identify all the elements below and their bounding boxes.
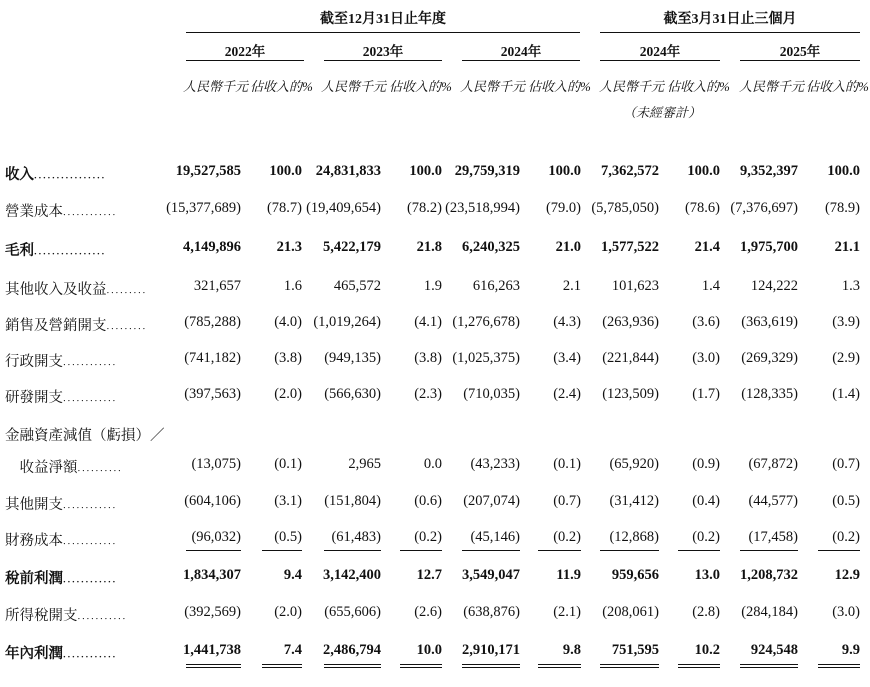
cell-amount: 924,548 bbox=[750, 642, 798, 658]
table-row bbox=[0, 163, 870, 185]
table-row bbox=[0, 424, 870, 446]
cell-pct: (0.2) bbox=[414, 529, 442, 545]
fy-group-header: 截至12月31日止年度 bbox=[320, 12, 446, 27]
cell-amount: (12,868) bbox=[609, 529, 659, 545]
cell-pct: 100.0 bbox=[409, 163, 442, 179]
table-row bbox=[0, 314, 870, 336]
cell-amount: (655,606) bbox=[324, 604, 381, 620]
year-rule-2023 bbox=[324, 60, 442, 61]
cell-amount: 2,910,171 bbox=[462, 642, 520, 658]
cell-pct: 2.1 bbox=[562, 278, 581, 294]
unit-label-amount: 人民幣千元 bbox=[599, 79, 665, 94]
subtotal-rule bbox=[262, 550, 302, 551]
cell-amount: (949,135) bbox=[324, 350, 381, 366]
cell-pct: 9.9 bbox=[841, 642, 860, 658]
subtotal-rule bbox=[186, 550, 241, 551]
cell-amount: 3,549,047 bbox=[462, 567, 520, 583]
cell-pct: (3.4) bbox=[553, 350, 581, 366]
cell-pct: 0.0 bbox=[423, 456, 442, 472]
cell-amount: 9,352,397 bbox=[740, 163, 798, 179]
subtotal-rule bbox=[600, 550, 659, 551]
row-label: 年內利潤 bbox=[5, 646, 63, 662]
row-leader-dots: ．．．．．．．．．．．． bbox=[63, 357, 122, 367]
cell-amount: (207,074) bbox=[463, 493, 520, 509]
cell-amount: (13,075) bbox=[191, 456, 241, 472]
unit-label-amount: 人民幣千元 bbox=[183, 79, 249, 94]
cell-amount: (363,619) bbox=[741, 314, 798, 330]
cell-pct: (2.4) bbox=[553, 386, 581, 402]
row-label: 金融資產減值（虧損）／ bbox=[5, 428, 165, 444]
year-header-2022: 2022年 bbox=[224, 44, 266, 59]
cell-amount: (1,019,264) bbox=[313, 314, 381, 330]
cell-pct: (3.0) bbox=[692, 350, 720, 366]
cell-pct: 10.0 bbox=[416, 642, 442, 658]
cell-amount: (397,563) bbox=[184, 386, 241, 402]
cell-amount: (566,630) bbox=[324, 386, 381, 402]
cell-pct: 12.9 bbox=[834, 567, 860, 583]
cell-amount: (269,329) bbox=[741, 350, 798, 366]
cell-pct: (4.0) bbox=[274, 314, 302, 330]
cell-pct: (0.1) bbox=[553, 456, 581, 472]
cell-pct: 100.0 bbox=[687, 163, 720, 179]
subtotal-rule bbox=[740, 550, 798, 551]
cell-pct: (0.7) bbox=[553, 493, 581, 509]
cell-amount: (151,804) bbox=[324, 493, 381, 509]
unit-label-pct: 佔收入的% bbox=[667, 79, 730, 94]
cell-pct: (0.5) bbox=[274, 529, 302, 545]
cell-amount: (1,025,375) bbox=[452, 350, 520, 366]
total-double-rule bbox=[538, 664, 581, 668]
cell-amount: 2,965 bbox=[348, 456, 381, 472]
cell-amount: (741,182) bbox=[184, 350, 241, 366]
cell-pct: (3.1) bbox=[274, 493, 302, 509]
subtotal-rule bbox=[678, 550, 720, 551]
table-row bbox=[0, 239, 870, 261]
cell-pct: (0.9) bbox=[692, 456, 720, 472]
cell-pct: 1.4 bbox=[701, 278, 720, 294]
cell-amount: 5,422,179 bbox=[323, 239, 381, 255]
q-group-header: 截至3月31日止三個月 bbox=[663, 12, 797, 27]
table-row bbox=[0, 604, 870, 626]
cell-pct: (4.3) bbox=[553, 314, 581, 330]
year-rule-2025-q1 bbox=[740, 60, 860, 61]
cell-amount: 616,263 bbox=[472, 278, 520, 294]
cell-pct: (0.6) bbox=[414, 493, 442, 509]
cell-amount: (392,569) bbox=[184, 604, 241, 620]
q-group-rule bbox=[600, 32, 860, 33]
cell-amount: 4,149,896 bbox=[183, 239, 241, 255]
cell-amount: (638,876) bbox=[463, 604, 520, 620]
row-label: 財務成本 bbox=[5, 533, 63, 549]
row-leader-dots: ．．．．．．．．．．．． bbox=[63, 574, 122, 584]
table-row bbox=[0, 642, 870, 664]
year-rule-2024 bbox=[462, 60, 580, 61]
cell-pct: (78.2) bbox=[406, 200, 442, 216]
cell-amount: (67,872) bbox=[748, 456, 798, 472]
cell-pct: 7.4 bbox=[283, 642, 302, 658]
cell-amount: (1,276,678) bbox=[452, 314, 520, 330]
table-row bbox=[0, 350, 870, 372]
year-rule-2022 bbox=[186, 60, 304, 61]
unit-label-amount: 人民幣千元 bbox=[321, 79, 387, 94]
cell-pct: (2.6) bbox=[414, 604, 442, 620]
table-row bbox=[0, 567, 870, 589]
subtotal-rule bbox=[400, 550, 442, 551]
row-leader-dots: ．．．．．．．．．．．． bbox=[63, 649, 122, 659]
cell-pct: 9.8 bbox=[562, 642, 581, 658]
subtotal-rule bbox=[324, 550, 381, 551]
row-leader-dots: ．．．．．．．．．．．． bbox=[63, 536, 122, 546]
row-label: 其他開支 bbox=[5, 497, 63, 513]
cell-amount: 465,572 bbox=[333, 278, 381, 294]
unit-label-amount: 人民幣千元 bbox=[460, 79, 526, 94]
cell-pct: (0.4) bbox=[692, 493, 720, 509]
cell-pct: 10.2 bbox=[694, 642, 720, 658]
cell-amount: 1,441,738 bbox=[183, 642, 241, 658]
row-leader-dots: ．．．．．．．．．． bbox=[77, 463, 128, 473]
cell-pct: 1.6 bbox=[283, 278, 302, 294]
cell-amount: 321,657 bbox=[193, 278, 241, 294]
cell-amount: (96,032) bbox=[191, 529, 241, 545]
table-row bbox=[0, 200, 870, 222]
subtotal-rule bbox=[538, 550, 581, 551]
cell-amount: 124,222 bbox=[750, 278, 798, 294]
cell-pct: (0.2) bbox=[553, 529, 581, 545]
cell-pct: (0.2) bbox=[832, 529, 860, 545]
cell-pct: (4.1) bbox=[414, 314, 442, 330]
cell-pct: (1.4) bbox=[832, 386, 860, 402]
cell-pct: (0.1) bbox=[274, 456, 302, 472]
cell-pct: (3.8) bbox=[414, 350, 442, 366]
cell-amount: (263,936) bbox=[602, 314, 659, 330]
unit-label-pct: 佔收入的% bbox=[250, 79, 313, 94]
cell-pct: 9.4 bbox=[283, 567, 302, 583]
row-leader-dots: ．．．．．．．．． bbox=[106, 321, 152, 331]
cell-pct: 12.7 bbox=[416, 567, 442, 583]
cell-pct: 21.1 bbox=[834, 239, 860, 255]
cell-amount: 7,362,572 bbox=[601, 163, 659, 179]
row-label: 營業成本 bbox=[5, 204, 63, 220]
cell-pct: (3.0) bbox=[832, 604, 860, 620]
table-row bbox=[0, 529, 870, 551]
cell-pct: (0.2) bbox=[692, 529, 720, 545]
fy-group-rule bbox=[186, 32, 580, 33]
cell-amount: 1,208,732 bbox=[740, 567, 798, 583]
cell-pct: (2.3) bbox=[414, 386, 442, 402]
cell-amount: 29,759,319 bbox=[454, 163, 520, 179]
cell-pct: (78.9) bbox=[824, 200, 860, 216]
row-label: 稅前利潤 bbox=[5, 571, 63, 587]
row-leader-dots: ．．．．．．．．．．． bbox=[77, 611, 132, 621]
year-header-2024-q1: 2024年 bbox=[639, 44, 681, 59]
cell-amount: 1,975,700 bbox=[740, 239, 798, 255]
cell-amount: (5,785,050) bbox=[591, 200, 659, 216]
cell-amount: 6,240,325 bbox=[462, 239, 520, 255]
total-double-rule bbox=[400, 664, 442, 668]
cell-amount: (65,920) bbox=[609, 456, 659, 472]
table-row bbox=[0, 386, 870, 408]
row-leader-dots: ．．．．．．．．．．．． bbox=[63, 393, 122, 403]
cell-amount: (221,844) bbox=[602, 350, 659, 366]
unit-label-pct: 佔收入的% bbox=[528, 79, 591, 94]
total-double-rule bbox=[740, 664, 798, 668]
total-double-rule bbox=[600, 664, 659, 668]
cell-amount: (19,409,654) bbox=[306, 200, 381, 216]
cell-pct: (2.8) bbox=[692, 604, 720, 620]
row-leader-dots: ．．．．．．．．．．．． bbox=[63, 207, 122, 217]
cell-amount: (43,233) bbox=[470, 456, 520, 472]
cell-pct: (2.9) bbox=[832, 350, 860, 366]
cell-pct: (3.9) bbox=[832, 314, 860, 330]
row-label: 毛利 bbox=[5, 243, 34, 259]
year-header-2023: 2023年 bbox=[362, 44, 404, 59]
unit-label-pct: 佔收入的% bbox=[389, 79, 452, 94]
cell-pct: (3.8) bbox=[274, 350, 302, 366]
row-label: 收益淨額 bbox=[5, 460, 78, 476]
subtotal-rule bbox=[818, 550, 860, 551]
cell-pct: 100.0 bbox=[827, 163, 860, 179]
row-label: 所得稅開支 bbox=[5, 608, 78, 624]
cell-amount: (208,061) bbox=[602, 604, 659, 620]
cell-pct: 21.3 bbox=[276, 239, 302, 255]
cell-pct: 1.3 bbox=[841, 278, 860, 294]
cell-amount: (7,376,697) bbox=[730, 200, 798, 216]
total-double-rule bbox=[462, 664, 520, 668]
cell-amount: 751,595 bbox=[611, 642, 659, 658]
cell-amount: (123,509) bbox=[602, 386, 659, 402]
cell-pct: (79.0) bbox=[545, 200, 581, 216]
cell-amount: (785,288) bbox=[184, 314, 241, 330]
cell-amount: (604,106) bbox=[184, 493, 241, 509]
cell-pct: 21.8 bbox=[416, 239, 442, 255]
cell-amount: 1,834,307 bbox=[183, 567, 241, 583]
row-leader-dots: ．．．．．．．．．．．． bbox=[63, 500, 122, 510]
cell-amount: (23,518,994) bbox=[445, 200, 520, 216]
total-double-rule bbox=[324, 664, 381, 668]
cell-pct: 21.0 bbox=[555, 239, 581, 255]
cell-amount: (44,577) bbox=[748, 493, 798, 509]
cell-amount: 19,527,585 bbox=[175, 163, 241, 179]
cell-pct: (78.7) bbox=[266, 200, 302, 216]
cell-pct: 21.4 bbox=[694, 239, 720, 255]
cell-pct: (0.5) bbox=[832, 493, 860, 509]
row-label: 收入 bbox=[5, 167, 34, 183]
table-row bbox=[0, 493, 870, 515]
total-double-rule bbox=[818, 664, 860, 668]
row-label: 銷售及營銷開支 bbox=[5, 318, 107, 334]
cell-amount: 101,623 bbox=[611, 278, 659, 294]
cell-pct: (2.0) bbox=[274, 386, 302, 402]
cell-amount: 24,831,833 bbox=[315, 163, 381, 179]
cell-amount: 3,142,400 bbox=[323, 567, 381, 583]
cell-amount: (17,458) bbox=[748, 529, 798, 545]
cell-pct: 13.0 bbox=[694, 567, 720, 583]
cell-amount: (15,377,689) bbox=[166, 200, 241, 216]
cell-pct: 11.9 bbox=[556, 567, 581, 583]
cell-pct: (0.7) bbox=[832, 456, 860, 472]
row-label: 研發開支 bbox=[5, 390, 63, 406]
row-leader-dots: ．．．．．．．．．．．．．．．． bbox=[34, 170, 111, 180]
row-label: 行政開支 bbox=[5, 354, 63, 370]
cell-amount: (710,035) bbox=[463, 386, 520, 402]
cell-pct: (78.6) bbox=[684, 200, 720, 216]
cell-amount: (61,483) bbox=[331, 529, 381, 545]
total-double-rule bbox=[262, 664, 302, 668]
cell-pct: (2.0) bbox=[274, 604, 302, 620]
row-leader-dots: ．．．．．．．．． bbox=[106, 285, 152, 295]
cell-amount: 2,486,794 bbox=[323, 642, 381, 658]
cell-amount: (31,412) bbox=[609, 493, 659, 509]
total-double-rule bbox=[186, 664, 241, 668]
cell-amount: 1,577,522 bbox=[601, 239, 659, 255]
unaudited-note: （未經審計） bbox=[623, 105, 702, 120]
subtotal-rule bbox=[462, 550, 520, 551]
row-label: 其他收入及收益 bbox=[5, 282, 107, 298]
cell-amount: (284,184) bbox=[741, 604, 798, 620]
cell-amount: (128,335) bbox=[741, 386, 798, 402]
cell-pct: (3.6) bbox=[692, 314, 720, 330]
cell-pct: 100.0 bbox=[269, 163, 302, 179]
cell-amount: (45,146) bbox=[470, 529, 520, 545]
year-rule-2024-q1 bbox=[600, 60, 720, 61]
total-double-rule bbox=[678, 664, 720, 668]
unit-label-pct: 佔收入的% bbox=[806, 79, 869, 94]
unit-label-amount: 人民幣千元 bbox=[739, 79, 805, 94]
table-row bbox=[0, 456, 870, 478]
row-leader-dots: ．．．．．．．．．．．．．．．． bbox=[34, 246, 111, 256]
table-row bbox=[0, 278, 870, 300]
cell-pct: 100.0 bbox=[548, 163, 581, 179]
year-header-2024: 2024年 bbox=[500, 44, 542, 59]
year-header-2025-q1: 2025年 bbox=[779, 44, 821, 59]
cell-pct: (1.7) bbox=[692, 386, 720, 402]
cell-amount: 959,656 bbox=[611, 567, 659, 583]
cell-pct: (2.1) bbox=[553, 604, 581, 620]
cell-pct: 1.9 bbox=[423, 278, 442, 294]
